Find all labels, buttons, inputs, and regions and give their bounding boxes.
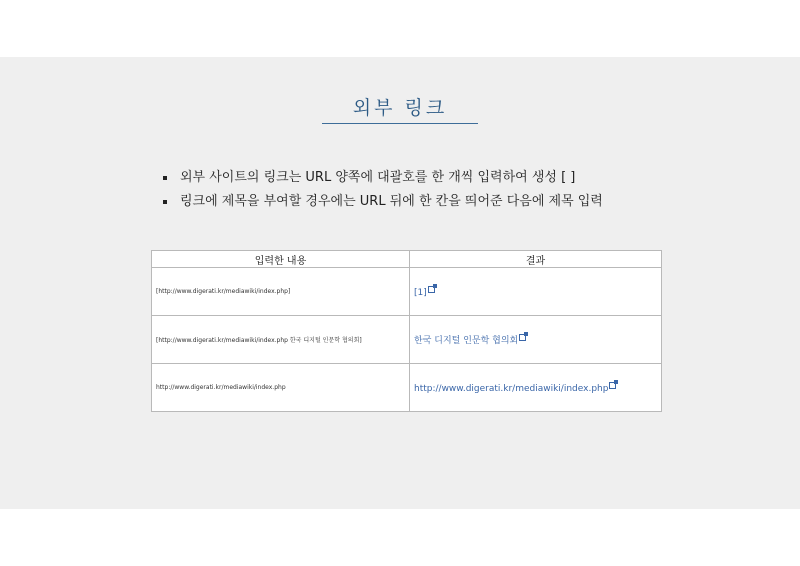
bullet-item: 링크에 제목을 부여할 경우에는 URL 뒤에 한 칸을 띄어준 다음에 제목 입력 [162,190,603,214]
table-row [152,268,662,316]
result-link[interactable]: 한국 디지털 인문학 협의회 [414,336,519,346]
link-example-table [151,250,662,412]
input-cell: http://www.digerati.kr/mediawiki/index.php [152,364,410,412]
slide [0,57,800,509]
result-cell [410,268,662,316]
input-cell: [http://www.digerati.kr/mediawiki/index.php] [152,268,410,316]
header-input: 입력한 내용 [152,251,410,268]
result-cell [410,364,662,412]
external-link-icon [428,286,435,293]
result-link[interactable]: http://www.digerati.kr/mediawiki/index.php [414,383,609,394]
external-link-icon [519,334,526,341]
result-cell [410,316,662,364]
slide-title: 외부 링크 [352,97,448,119]
table-row [152,364,662,412]
table-header-row [152,251,662,268]
header-result: 결과 [410,251,662,268]
external-link-icon [609,382,616,389]
bullet-list [162,166,603,214]
title-underline [322,123,478,124]
input-cell: [http://www.digerati.kr/mediawiki/index.php 한국 디지털 인문학 협의회] [152,316,410,364]
bullet-item: 외부 사이트의 링크는 URL 양쪽에 대괄호를 한 개씩 입력하여 생성 [ ] [162,166,603,190]
result-link[interactable]: [1] [414,287,427,298]
table-row [152,316,662,364]
